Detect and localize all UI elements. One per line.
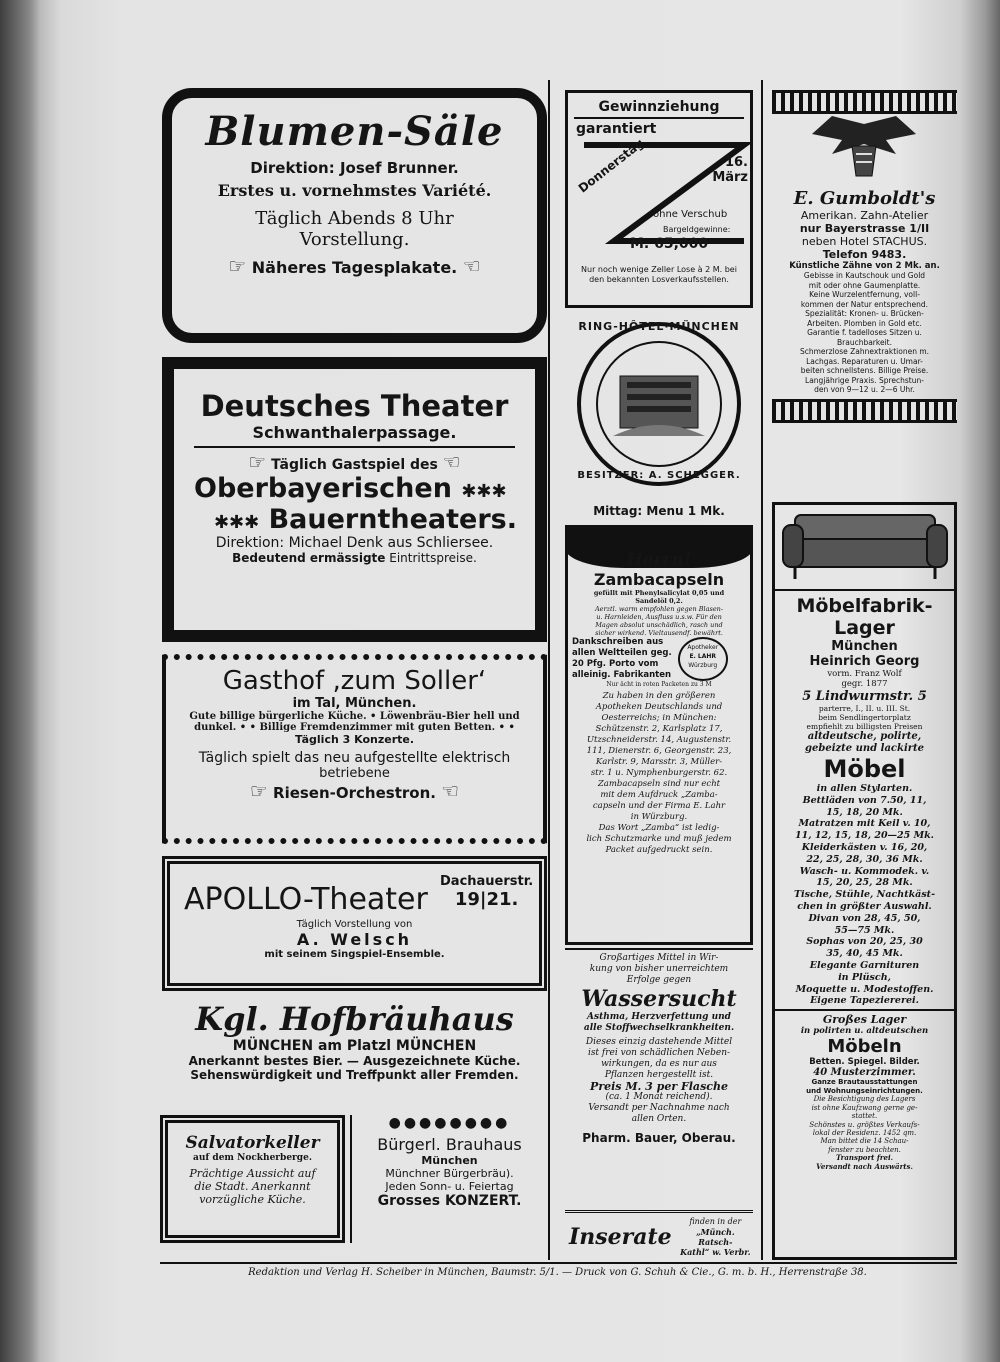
ad-line: betriebene bbox=[319, 766, 390, 781]
ad-line: Grosses KONZERT. bbox=[377, 1193, 522, 1209]
ad-line: str. 1 u. Nymphenburgerstr. 62. bbox=[590, 768, 728, 778]
ad-line: „Münch. Ratsch- bbox=[696, 1226, 735, 1247]
ad-line: 111, Dienerstr. 6, Georgenstr. 23, bbox=[586, 746, 732, 756]
ad-line: Apotheken Deutschlands und bbox=[595, 702, 723, 712]
pointing-hand-icon: ☞ bbox=[249, 779, 268, 803]
ad-line: mit oder ohne Gaumenplatte. bbox=[808, 280, 921, 290]
ad-title: Kgl. Hofbräuhaus bbox=[195, 1000, 514, 1038]
ad-title: Wassersucht bbox=[581, 986, 737, 1012]
ad-line: Kathl“ w. Verbr. bbox=[680, 1246, 751, 1257]
ad-line: Sehenswürdigkeit und Treffpunkt aller Fremden. bbox=[190, 1068, 519, 1082]
ad-line: Divan von 28, 45, 50, bbox=[808, 912, 921, 924]
pointing-hand-icon: ☜ bbox=[441, 779, 460, 803]
ad-line: den von 9—12 u. 2—6 Uhr. bbox=[814, 385, 915, 394]
ad-line: Zambacapseln sind nur echt bbox=[597, 779, 721, 789]
ad-line: Oberbayerischen bbox=[194, 473, 452, 504]
ad-line: in polirten u. altdeutschen bbox=[800, 1026, 929, 1037]
ad-line: Transport frei. bbox=[835, 1153, 894, 1163]
ad-line: gebeizte und lackirte bbox=[804, 743, 924, 754]
ad-big-word: Möbel bbox=[823, 755, 906, 783]
ad-line: März bbox=[712, 170, 748, 185]
ad-line: Utzschneiderstr. 14, Augustenstr. bbox=[586, 735, 732, 745]
ad-line: Schwanthalerpassage. bbox=[252, 423, 457, 442]
ad-title: Gasthof ‚zum Soller‘ bbox=[222, 666, 487, 696]
ad-line: gegr. 1877 bbox=[841, 679, 888, 689]
ad-line: Langjährige Praxis. Sprechstun- bbox=[805, 375, 924, 385]
ad-line: fenster zu beachten. bbox=[828, 1145, 901, 1154]
ad-line: 20 Pfg. Porto vom bbox=[572, 659, 659, 669]
ad-line: Lachgas. Reparaturen u. Umar- bbox=[806, 356, 923, 366]
ad-title: Blumen-Säle bbox=[205, 108, 504, 155]
ad-line: capseln und der Firma E. Lahr bbox=[592, 801, 726, 811]
ad-line: Amerikan. Zahn-Atelier bbox=[800, 209, 929, 222]
ad-lotterie bbox=[565, 90, 753, 308]
ad-line: 5 Lindwurmstr. 5 bbox=[802, 689, 927, 704]
ad-line: Näheres Tagesplakate. bbox=[251, 258, 458, 277]
ad-line: u. Harnleiden, Ausfluss u.s.w. Für den bbox=[596, 613, 722, 621]
ad-line: Pflanzen hergestellt ist. bbox=[604, 1070, 714, 1080]
ad-line: 11, 12, 15, 18, 20—25 Mk. bbox=[795, 830, 934, 842]
ad-line: Zu haben in den größeren bbox=[602, 691, 716, 701]
ad-line: Nur ächt in roten Packeten zu 3 M bbox=[606, 681, 712, 688]
ad-line: Täglich 3 Konzerte. bbox=[294, 733, 415, 746]
ad-line: gefüllt mit Phenylsalicylat 0,05 und bbox=[593, 589, 725, 597]
ad-line: Arbeiten. Plomben in Gold etc. bbox=[807, 318, 922, 328]
ad-title: Gewinnziehung bbox=[598, 99, 720, 115]
ad-line: Sandelöl 0,2. bbox=[635, 597, 683, 605]
ad-line: A. Welsch bbox=[296, 930, 413, 949]
ad-line: auf dem Nockherberge. bbox=[193, 1153, 312, 1163]
ad-line: lokal der Residenz. 1452 qm. bbox=[812, 1128, 917, 1137]
ad-line: Packet aufgedruckt sein. bbox=[605, 845, 713, 855]
ad-salvatorkeller bbox=[160, 1115, 345, 1243]
apotheker-stamp bbox=[678, 637, 728, 681]
ad-line: Heinrich Georg bbox=[809, 654, 920, 669]
ad-line: Schönstes u. größtes Verkaufs- bbox=[809, 1120, 920, 1129]
ad-title: Möbelfabrik- bbox=[796, 595, 933, 617]
ad-line: Gute billige bürgerliche Küche. • Löwenbräu-Bier hell und bbox=[189, 711, 520, 722]
ad-line: alleinig. Fabrikanten bbox=[572, 670, 672, 680]
stamp-text: E. LAHR bbox=[689, 653, 717, 660]
ad-line: vorm. Franz Wolf bbox=[827, 669, 902, 679]
ad-title: Salvatorkeller bbox=[185, 1133, 320, 1153]
ad-title: Lager bbox=[834, 617, 895, 639]
ad-apollo-theater bbox=[162, 856, 547, 991]
stamp-text: Apotheker bbox=[687, 644, 719, 651]
ad-line: Täglich Gastspiel des bbox=[271, 457, 438, 473]
ad-line: Man bittet die 14 Schau- bbox=[820, 1137, 909, 1146]
ad-line: im Tal, München. bbox=[292, 696, 417, 711]
ring-text-bottom: BESITZER: A. SCHEGGER. bbox=[577, 470, 741, 481]
ad-line: Direktion: Josef Brunner. bbox=[250, 159, 459, 177]
ad-line: Garantie f. tadelloses Sitzen u. bbox=[807, 328, 922, 337]
ad-line: Täglich spielt das neu aufgestellte elektrisch bbox=[198, 750, 511, 766]
ad-line: Moquette u. Modestoffen. bbox=[795, 983, 934, 995]
ad-line: Eigene Tapeziererei. bbox=[810, 995, 919, 1007]
ad-line: allen Weltteilen geg. bbox=[572, 648, 672, 658]
ad-line: Spezialität: Kronen- u. Brücken- bbox=[805, 309, 924, 318]
ad-line: Pharm. Bauer, Oberau. bbox=[582, 1131, 736, 1145]
ad-line: Dankschreiben aus bbox=[572, 637, 664, 647]
ad-line: Erfolge gegen bbox=[626, 975, 692, 985]
ad-buergerl-brauhaus: ●●●●●●●● Bürgerl. Brauhaus München Münchner Bürgerbräu). Jeden Sonn- u. Feiertag Grosses KONZERT. bbox=[350, 1115, 547, 1243]
ad-line: Großartiges Mittel in Wir- bbox=[599, 953, 719, 963]
ad-line: Mittag: Menu 1 Mk. bbox=[593, 504, 725, 518]
ad-line: MÜNCHEN am Platzl MÜNCHEN bbox=[232, 1038, 477, 1054]
ad-line: Direktion: Michael Denk aus Schliersee. bbox=[215, 535, 494, 551]
ad-line: Asthma, Herzverfettung und bbox=[587, 1012, 731, 1022]
ad-line: Künstliche Zähne von 2 Mk. an. bbox=[789, 261, 940, 271]
ad-line: Schmerzlose Zahnextraktionen m. bbox=[799, 347, 930, 356]
ad-ring-hotel bbox=[565, 318, 753, 518]
ad-line: Riesen-Orchestron. bbox=[273, 784, 436, 802]
eagle-icon bbox=[772, 114, 957, 184]
ad-line: Erstes u. vornehmstes Variété. bbox=[217, 181, 492, 200]
ad-blumen-saele bbox=[162, 88, 547, 343]
ad-line: garantiert bbox=[576, 121, 657, 137]
ad-line: 40 Musterzimmer. bbox=[813, 1067, 916, 1079]
pointing-hand-icon: ☞ bbox=[228, 254, 247, 278]
ad-line: Keine Wurzelentfernung, voll- bbox=[809, 290, 920, 299]
ad-line: Vorstellung. bbox=[299, 229, 410, 250]
ad-line: ist frei von schädlichen Neben- bbox=[587, 1048, 731, 1058]
ad-line: Bauerntheaters. bbox=[268, 504, 517, 535]
ad-line: Prächtige Aussicht auf bbox=[189, 1167, 316, 1180]
ad-line: 15, 20, 25, 28 Mk. bbox=[816, 877, 913, 889]
ad-line: Telefon 9483. bbox=[822, 248, 907, 261]
ad-line: Gebisse in Kautschouk und Gold bbox=[803, 271, 926, 280]
footer-imprint: Redaktion und Verlag H. Scheiber in München, Baumstr. 5/1. — Druck von G. Schuh & Cie., G. m. b. H., Herrenstraße 38. bbox=[248, 1267, 867, 1278]
ad-line: finden in der bbox=[689, 1216, 742, 1226]
ad-line: Täglich Vorstellung von bbox=[296, 919, 413, 930]
ad-line: neben Hotel STACHUS. bbox=[801, 235, 928, 248]
ad-line: nur Bayerstrasse 1/II bbox=[799, 222, 930, 235]
ad-line: Ganze Brautausstattungen bbox=[811, 1078, 918, 1087]
ad-wassersucht bbox=[565, 948, 753, 1200]
ad-title: Inserate bbox=[569, 1223, 672, 1250]
ad-line: wirkungen, da es nur aus bbox=[601, 1059, 717, 1069]
ad-line: parterre, I., II. u. III. St. bbox=[818, 704, 911, 713]
ad-line: Oesterreichs; in München: bbox=[601, 713, 717, 723]
ad-line: 55—75 Mk. bbox=[834, 924, 895, 936]
ad-line: den bekannten Losverkaufsstellen. bbox=[589, 275, 729, 284]
ad-deutsches-theater: Deutsches Theater Schwanthalerpassage. ☞ Täglich Gastspiel des ☜ Oberbayerischen ✱✱✱ ✱✱✱ Bauerntheaters. Direktion: Michael Denk aus Schliersee. Bedeutend ermässigte Eintrittspreise. bbox=[162, 357, 547, 642]
ad-line: Kleiderkästen v. 16, 20, bbox=[801, 841, 928, 853]
ad-line: in Würzburg. bbox=[630, 812, 688, 822]
ad-gumboldt bbox=[772, 90, 957, 490]
ad-line: beim Sendlingertorplatz bbox=[818, 713, 911, 722]
ad-line: in Plüsch, bbox=[838, 971, 891, 983]
ad-line: Bedeutend ermässigte bbox=[232, 551, 386, 565]
ad-line: Tische, Stühle, Nachtkäst- bbox=[793, 889, 936, 901]
ad-line: 19|21. bbox=[454, 889, 519, 910]
ad-moebelfabrik bbox=[772, 502, 957, 1260]
ad-hofbraeuhaus bbox=[162, 1000, 547, 1105]
column-rule-right bbox=[761, 80, 763, 1260]
ad-line: Täglich Abends 8 Uhr bbox=[255, 208, 454, 229]
pointing-hand-icon: ☜ bbox=[442, 450, 461, 474]
ad-line: Elegante Garnituren bbox=[809, 959, 920, 971]
ad-line: 22, 25, 28, 30, 36 Mk. bbox=[806, 853, 923, 865]
ad-line: Versandt per Nachnahme nach bbox=[588, 1103, 730, 1113]
ad-line: Sophas von 20, 25, 30 bbox=[806, 936, 923, 948]
stamp-text: Würzburg bbox=[688, 662, 718, 669]
ad-line: Magen absolut unschädlich, rasch und bbox=[595, 621, 723, 629]
ad-line: Karlstr. 9, Marsstr. 3, Müller- bbox=[595, 757, 723, 767]
ad-line: die Stadt. Anerkannt bbox=[194, 1180, 311, 1193]
ad-line: Münchner Bürgerbräu). bbox=[385, 1167, 514, 1180]
ad-title: Deutsches Theater bbox=[200, 389, 509, 423]
ad-line: sicher wirkend. Vieltausendf. bewährt. bbox=[595, 629, 723, 637]
ring-text-top: RING-HÔTEL·MÜNCHEN bbox=[578, 320, 740, 333]
ad-title: Bürgerl. Brauhaus bbox=[377, 1135, 522, 1154]
sofa-icon bbox=[775, 505, 954, 585]
ad-line: Dachauerstr. bbox=[440, 874, 534, 889]
ad-line: mit dem Aufdruck „Zamba- bbox=[600, 790, 718, 800]
ad-line: Betten. Spiegel. Bilder. bbox=[809, 1057, 920, 1068]
ad-line: 15, 18, 20 Mk. bbox=[826, 806, 903, 818]
column-rule-left bbox=[548, 80, 550, 1260]
newspaper-page bbox=[150, 70, 965, 1320]
ad-line: Matratzen mit Keil v. 10, bbox=[798, 818, 931, 830]
ad-line: altdeutsche, polirte, bbox=[807, 731, 922, 742]
ad-line: 16. bbox=[724, 155, 748, 170]
ad-line: Preis M. 3 per Flasche bbox=[590, 1080, 728, 1093]
footer-rule bbox=[160, 1262, 957, 1264]
ad-line: ohne Verschub bbox=[653, 209, 728, 220]
ad-line: Jeden Sonn- u. Feiertag bbox=[385, 1180, 514, 1193]
ad-line: ist ohne Kaufzwang gerne ge- bbox=[811, 1103, 918, 1112]
ad-line: beiten schnellstens. Billige Preise. bbox=[800, 366, 929, 375]
ad-line: 35, 40, 45 Mk. bbox=[826, 948, 903, 960]
ad-line: Dieses einzig dastehende Mittel bbox=[585, 1037, 733, 1047]
ad-line: kung von bisher unerreichtem bbox=[589, 964, 729, 974]
ad-line: dunkel. • • Billige Fremdenzimmer mit guten Betten. • • bbox=[194, 722, 515, 733]
ad-line: und Wohnungseinrichtungen. bbox=[806, 1086, 923, 1095]
ad-line: Aerztl. warm empfohlen gegen Blasen- bbox=[594, 605, 724, 613]
ad-inserate bbox=[565, 1210, 753, 1260]
ad-line: in allen Stylarten. bbox=[816, 783, 913, 794]
ad-line: chen in größter Auswahl. bbox=[797, 900, 932, 912]
ad-line: kommen der Natur entsprechend. bbox=[800, 299, 929, 309]
ad-title: Zambacapseln bbox=[593, 570, 725, 589]
ad-line: lich Schutzmarke und muß jedem bbox=[586, 834, 732, 844]
ad-line: Brauchbarkeit. bbox=[837, 337, 892, 347]
ad-line: stattet. bbox=[851, 1112, 878, 1121]
ad-line: Das Wort „Zamba“ ist ledig- bbox=[598, 823, 720, 833]
ad-line: Bettläden von 7.50, 11, bbox=[802, 794, 927, 806]
ad-line: Versandt nach Auswärts. bbox=[816, 1161, 913, 1171]
ad-line: mit seinem Singspiel-Ensemble. bbox=[264, 949, 445, 960]
pointing-hand-icon: ☞ bbox=[248, 450, 267, 474]
ad-line: Nur noch wenige Zeller Lose à 2 M. bei bbox=[581, 265, 737, 274]
ad-line: Anerkannt bestes Bier. — Ausgezeichnete Küche. bbox=[188, 1054, 521, 1068]
pointing-hand-icon: ☜ bbox=[462, 254, 481, 278]
ad-line: Großes Lager bbox=[822, 1013, 907, 1027]
ad-line: M. 65,000 bbox=[630, 236, 709, 252]
ad-line: München bbox=[831, 639, 898, 654]
ad-line: Die Besichtigung des Lagers bbox=[813, 1095, 916, 1104]
ad-line: vorzügliche Küche. bbox=[199, 1193, 306, 1206]
ad-title: APOLLO-Theater bbox=[184, 882, 428, 917]
ad-gasthof-soller bbox=[162, 654, 547, 844]
ad-line: Donnerstag bbox=[575, 135, 647, 196]
ad-line: alle Stoffwechselkrankheiten. bbox=[583, 1023, 735, 1033]
ad-line: (ca. 1 Monat reichend). bbox=[605, 1092, 713, 1102]
ad-line: empfiehlt zu billigsten Preisen bbox=[806, 722, 923, 731]
ad-zambacapseln bbox=[565, 525, 753, 945]
ad-line: allen Orten. bbox=[631, 1114, 687, 1124]
ad-line: Eintrittspreise. bbox=[389, 551, 477, 565]
ad-line: München bbox=[421, 1154, 478, 1167]
ad-title: E. Gumboldt's bbox=[793, 188, 936, 209]
ad-big-word: Möbeln bbox=[827, 1036, 902, 1058]
ad-banner: Herrn! bbox=[626, 550, 692, 570]
ad-line: Schützenstr. 2, Karlsplatz 17, bbox=[595, 724, 723, 734]
ad-line: Wasch- u. Kommodek. v. bbox=[799, 865, 930, 877]
ad-line: Bargeldgewinne: bbox=[663, 225, 731, 234]
